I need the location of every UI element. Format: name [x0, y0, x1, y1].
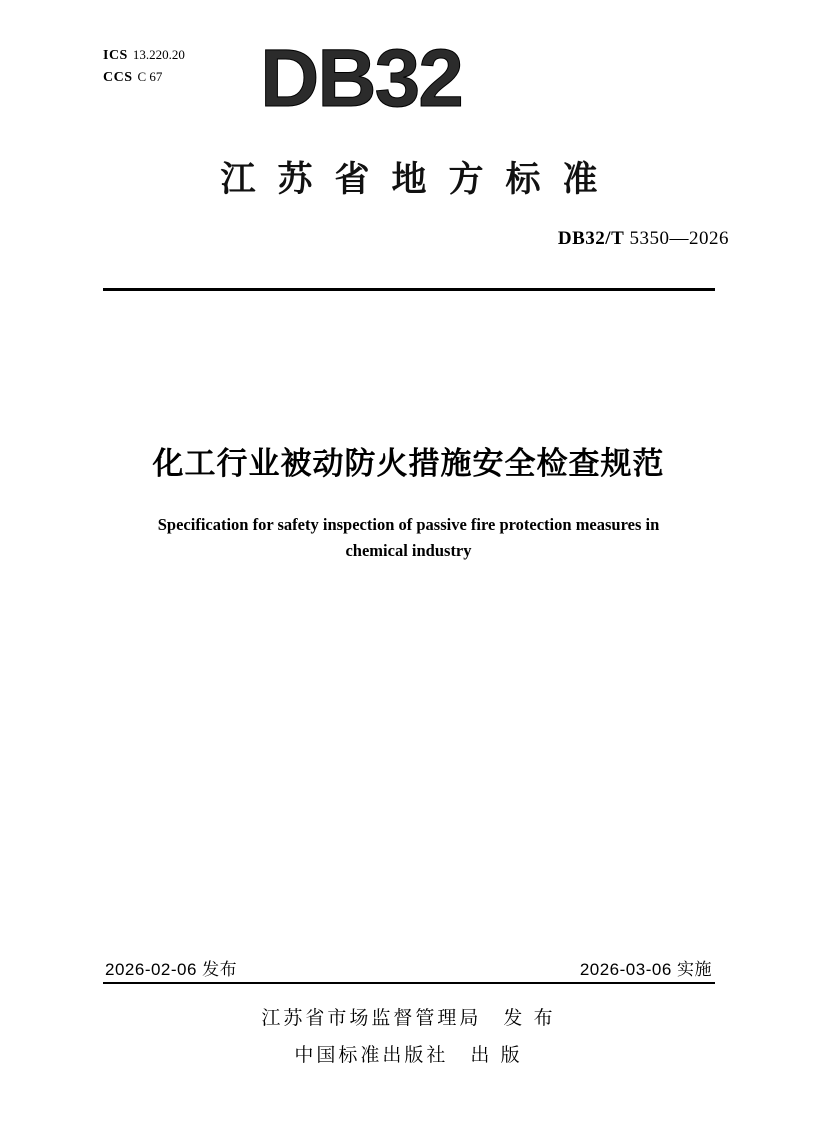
publisher-action: 出 版 — [470, 1045, 523, 1067]
province-standard-heading: 江苏省地方标准 — [220, 160, 620, 199]
standard-number-value: 5350—2026 — [624, 228, 729, 249]
ics-label: ICS — [103, 48, 128, 63]
document-title-english-line1: Specification for safety inspection of passive fire protection measures in — [157, 515, 660, 534]
standard-number — [558, 228, 729, 250]
footer-divider — [103, 982, 715, 984]
ics-value: 13.220.20 — [132, 47, 185, 62]
publisher-row — [0, 1000, 817, 1037]
ccs-value: C 67 — [137, 68, 163, 84]
standard-number-prefix: DB32/T — [557, 228, 625, 249]
publisher-block — [0, 1000, 817, 1074]
db32-logo-text: DB32 — [260, 33, 462, 124]
header-divider — [103, 288, 715, 291]
document-title-english — [128, 512, 689, 563]
publisher-row — [0, 1037, 817, 1074]
publisher-action: 发 布 — [503, 1008, 556, 1029]
document-title-english-line2: chemical industry — [345, 540, 472, 560]
document-title-chinese: 化工行业被动防火措施安全检查规范 — [152, 446, 665, 481]
db32-logo — [0, 33, 817, 124]
implementation-date: 2026-03-06 实施 — [579, 960, 712, 979]
issue-date: 2026-02-06 发布 — [105, 960, 238, 979]
ccs-label: CCS — [103, 69, 133, 85]
publisher-name: 江苏省市场监督管理局 — [261, 1008, 482, 1029]
publisher-name: 中国标准出版社 — [294, 1045, 449, 1067]
